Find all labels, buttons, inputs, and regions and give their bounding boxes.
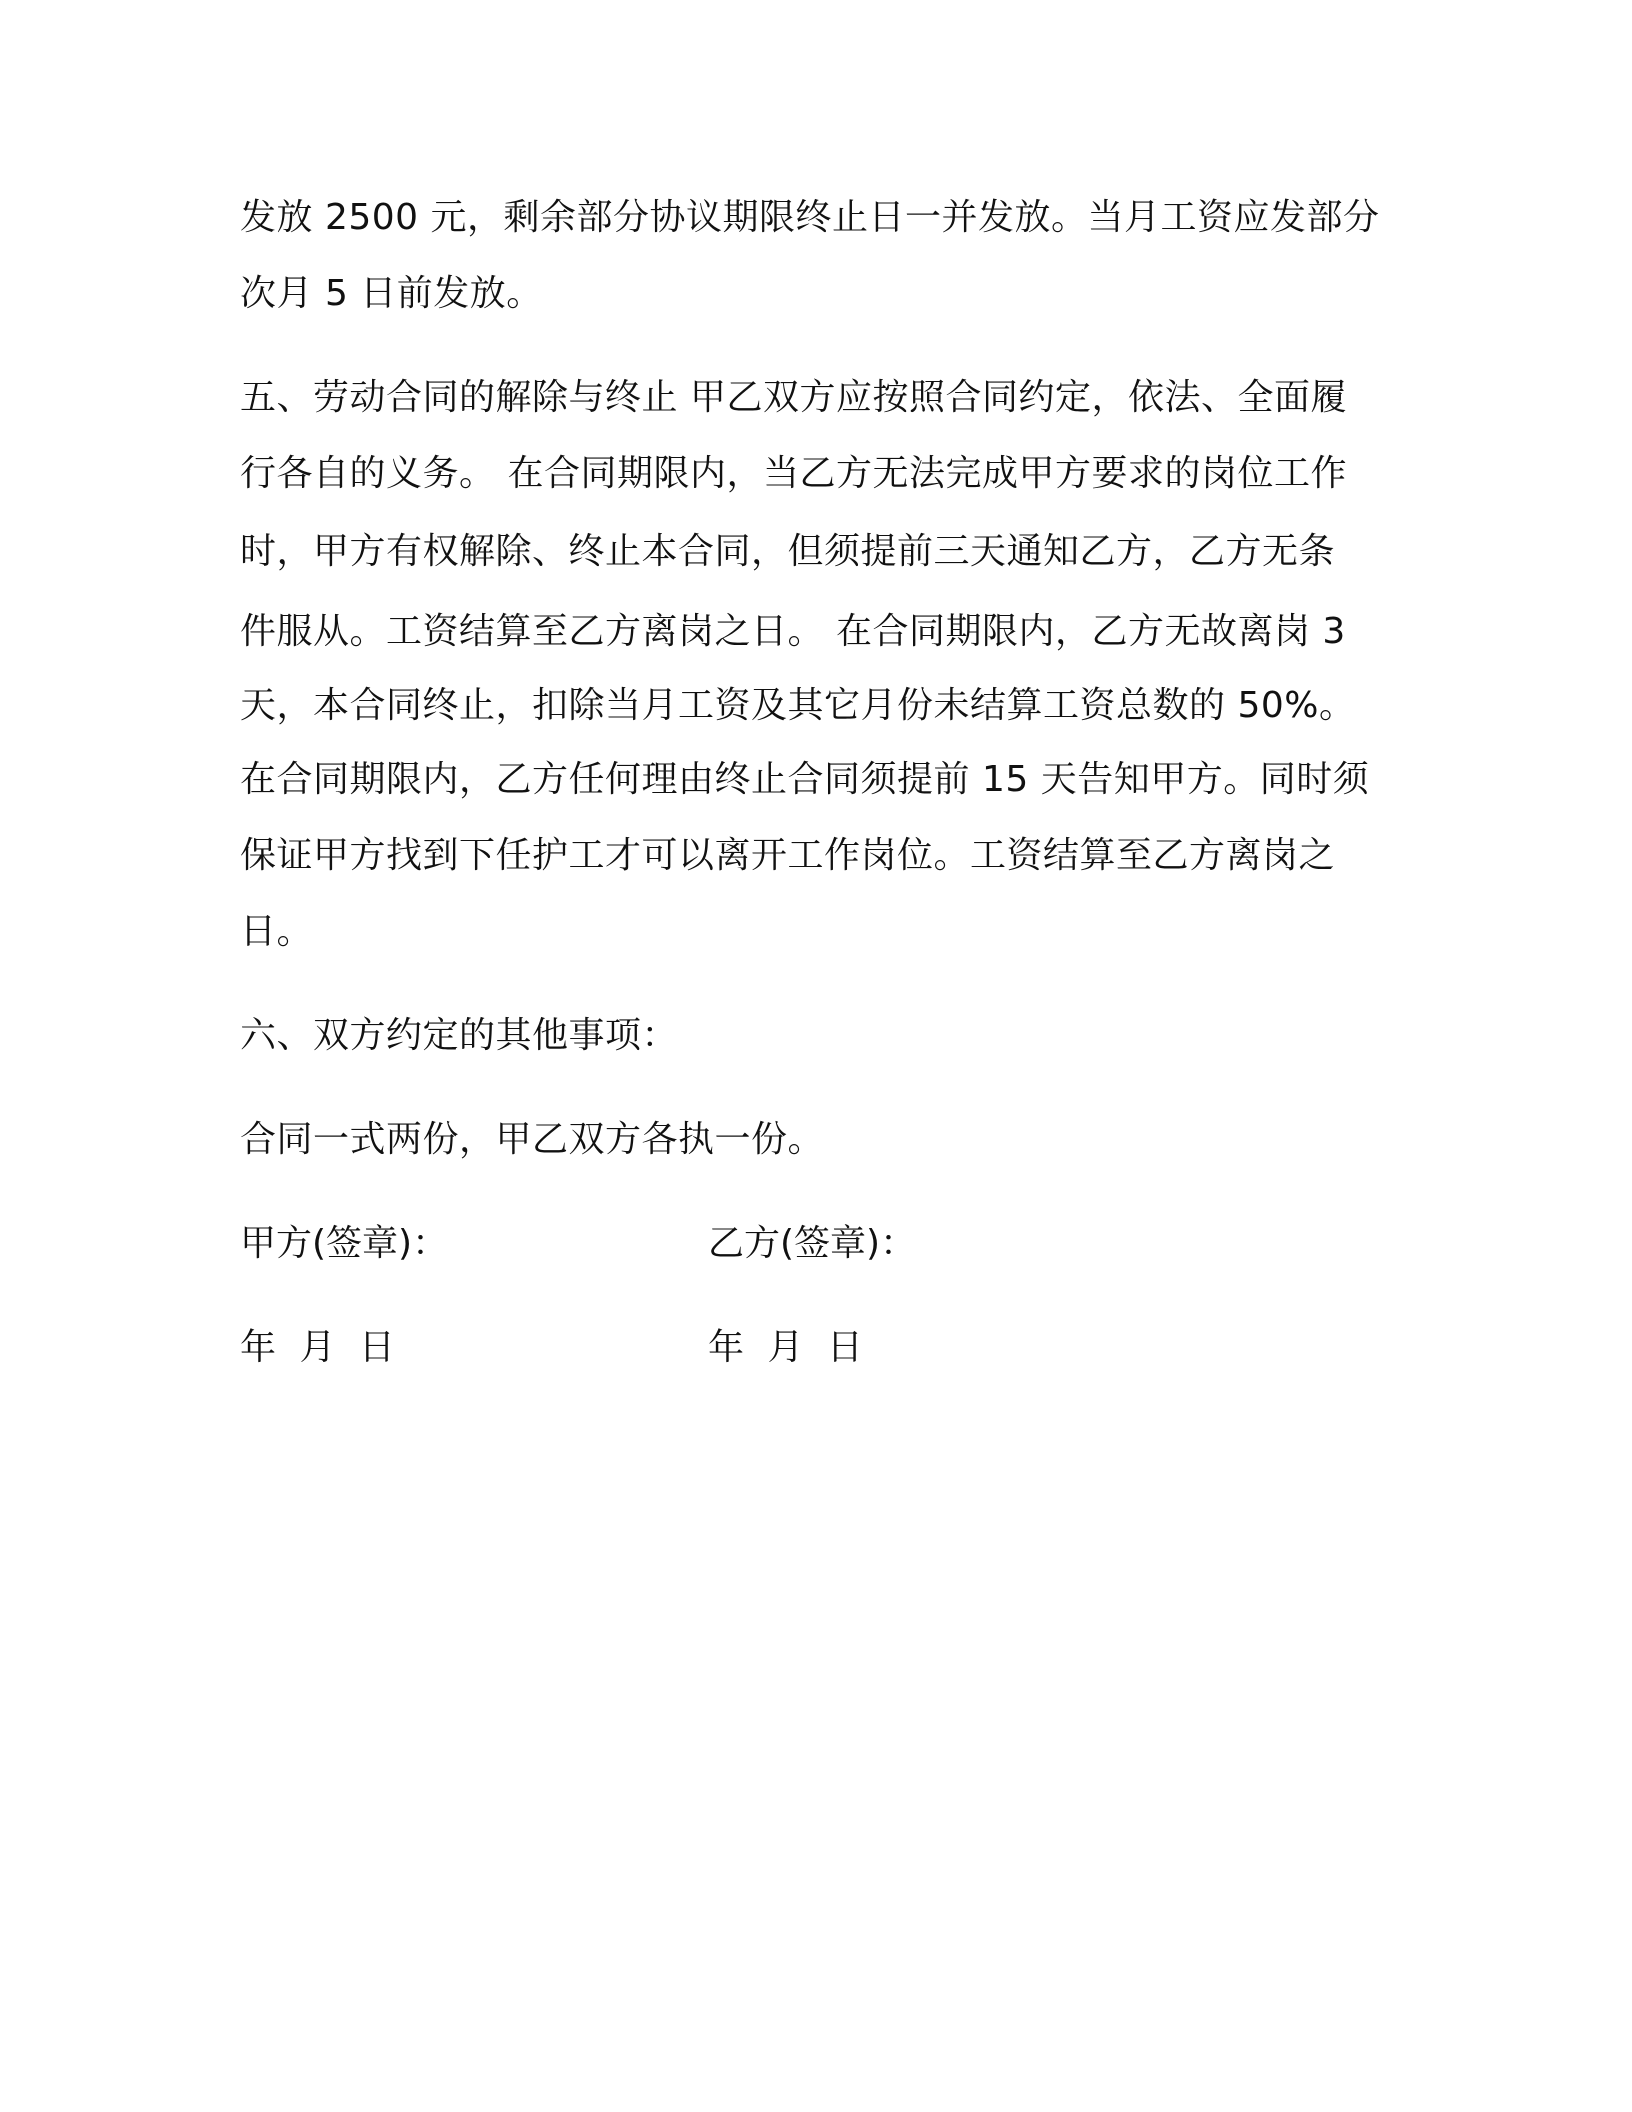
party-b-date: 年 月 日: [708, 1327, 869, 1368]
party-b-signature-label: 乙方(签章)：: [708, 1223, 917, 1264]
paragraph-line: 次月 5 日前发放。: [240, 273, 543, 314]
party-a-date: 年 月 日: [240, 1327, 401, 1368]
paragraph-line: 时，甲方有权解除、终止本合同，但须提前三天通知乙方，乙方无条: [240, 531, 1336, 572]
paragraph-line: 日。: [240, 911, 314, 952]
paragraph-line: 天，本合同终止，扣除当月工资及其它月份未结算工资总数的 50%。: [240, 685, 1356, 726]
paragraph-line: 件服从。工资结算至乙方离岗之日。 在合同期限内，乙方无故离岗 3: [240, 611, 1346, 652]
paragraph-line: 在合同期限内，乙方任何理由终止合同须提前 15 天告知甲方。同时须: [240, 759, 1370, 800]
copies-note: 合同一式两份，甲乙双方各执一份。: [240, 1119, 825, 1160]
paragraph-line: 发放 2500 元，剩余部分协议期限终止日一并发放。当月工资应发部分: [240, 197, 1380, 238]
paragraph-line: 保证甲方找到下任护工才可以离开工作岗位。工资结算至乙方离岗之: [240, 835, 1336, 876]
paragraph-line: 行各自的义务。 在合同期限内，当乙方无法完成甲方要求的岗位工作: [240, 453, 1347, 494]
party-a-signature-label: 甲方(签章)：: [240, 1223, 449, 1264]
section-5-line: 五、劳动合同的解除与终止 甲乙双方应按照合同约定，依法、全面履: [240, 377, 1347, 418]
section-6-heading: 六、双方约定的其他事项：: [240, 1015, 679, 1056]
